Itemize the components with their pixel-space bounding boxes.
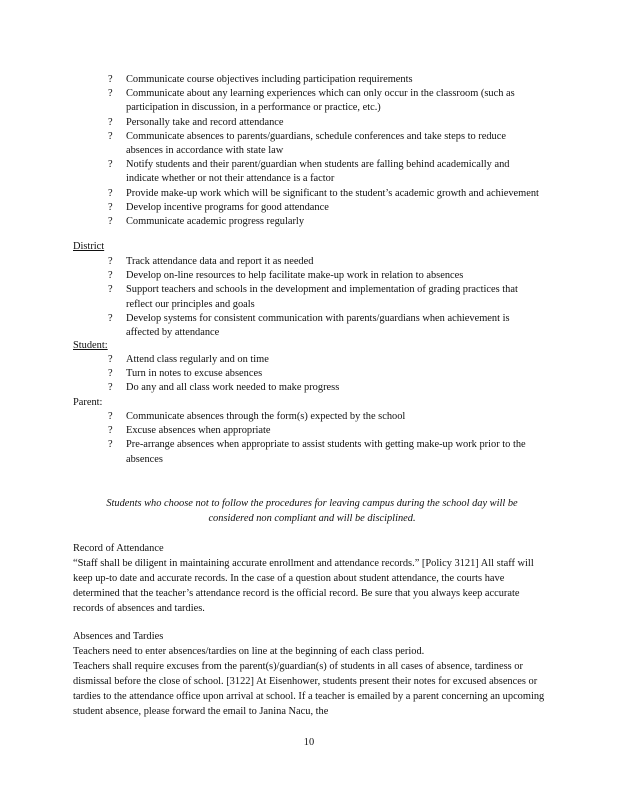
- list-item-text: Do any and all class work needed to make progress: [126, 382, 340, 394]
- absences-excuses-paragraph: Teachers shall require excuses from the parent(s)/guardian(s) of students in all cases of absence, tardiness or dismissal before the close of school. [3122] At Eisenhower, students present their notes for excused absences or tardies to the attendance office upon arrival at school. If a teacher is emailed by a parent concerning an upcoming student absence, please forward the email to Janina Nacu, the: [73, 661, 545, 717]
- bullet-glyph: ?: [108, 284, 113, 296]
- list-item-text: Communicate academic progress regularly: [126, 216, 305, 228]
- list-item: [0, 410, 618, 424]
- list-item-text: Pre-arrange absences when appropriate to assist students with getting make-up work prior to the absences: [126, 439, 526, 465]
- list-item-text: Develop systems for consistent communication with parents/guardians when achievement is affected by attendance: [126, 312, 510, 339]
- bullet-glyph: ?: [108, 116, 113, 128]
- bullet-glyph: ?: [108, 216, 113, 228]
- list-item-text: Communicate absences to parents/guardians, schedule conferences and take steps to reduce absences in accordance with state law: [126, 130, 506, 157]
- bullet-glyph: ?: [108, 411, 113, 422]
- list-item: [0, 424, 618, 438]
- list-item: [0, 353, 618, 367]
- list-item: [0, 158, 618, 186]
- list-item-text: Track attendance data and report it as needed: [126, 256, 314, 267]
- list-item-text: Develop on-line resources to help facilitate make-up work in relation to absences: [126, 270, 464, 282]
- list-item: [0, 381, 618, 395]
- list-item-text: Support teachers and schools in the development and implementation of grading practices that reflect our principles and goals: [126, 284, 518, 310]
- list-item: [0, 73, 618, 87]
- bullet-glyph: ?: [108, 130, 113, 142]
- list-item: [0, 255, 618, 269]
- teacher-responsibilities-list: [0, 73, 618, 229]
- parent-responsibilities-list: [0, 410, 618, 467]
- list-item: [0, 283, 618, 311]
- list-item: [0, 215, 618, 229]
- bullet-glyph: ?: [108, 270, 113, 282]
- list-item-text: Turn in notes to excuse absences: [126, 368, 263, 380]
- list-item-text: Communicate about any learning experiences which can only occur in the classroom (such as participation in discussion, in a performance or practice, etc.): [126, 88, 515, 114]
- list-item-text: Personally take and record attendance: [126, 116, 284, 128]
- list-item: [0, 201, 618, 215]
- list-item-text: Develop incentive programs for good attendance: [126, 201, 329, 213]
- list-item-text: Communicate course objectives including participation requirements: [126, 74, 413, 85]
- absences-and-tardies-title: Absences and Tardies: [73, 631, 164, 642]
- list-item: [0, 87, 618, 115]
- parent-heading: Parent:: [73, 397, 103, 408]
- bullet-glyph: ?: [108, 88, 113, 100]
- bullet-glyph: ?: [108, 382, 113, 394]
- list-item: [0, 367, 618, 381]
- list-item: [0, 438, 618, 466]
- list-item: [0, 312, 618, 340]
- list-item-text: Excuse absences when appropriate: [126, 425, 271, 437]
- record-of-attendance-title: Record of Attendance: [73, 543, 164, 554]
- list-item: [0, 116, 618, 130]
- bullet-glyph: ?: [108, 425, 113, 437]
- record-of-attendance-paragraph: “Staff shall be diligent in maintaining accurate enrollment and attendance records.” [Policy 3121] All staff will keep up-to date and accurate records. In the case of a question about student attendance, the courts have determined that the teacher’s attendance record is the official record. Be sure that you always keep accurate records of absences and tardies.: [73, 558, 534, 614]
- bullet-glyph: ?: [108, 439, 113, 451]
- list-item-text: Attend class regularly and on time: [126, 354, 269, 365]
- student-heading: Student:: [73, 340, 108, 351]
- bullet-glyph: ?: [108, 201, 113, 213]
- student-responsibilities-list: [0, 353, 618, 396]
- list-item-text: Communicate absences through the form(s) expected by the school: [126, 411, 406, 422]
- campus-leave-notice: Students who choose not to follow the procedures for leaving campus during the school day will be considered non compliant and will be disciplined.: [106, 498, 518, 524]
- district-heading: District: [73, 241, 105, 252]
- bullet-glyph: ?: [108, 187, 113, 199]
- list-item-text: Provide make-up work which will be significant to the student’s academic growth and achievement: [126, 187, 539, 199]
- bullet-glyph: ?: [108, 312, 113, 324]
- bullet-glyph: ?: [108, 354, 113, 365]
- list-item: [0, 130, 618, 158]
- list-item-text: Notify students and their parent/guardian when students are falling behind academically and indicate whether or not their attendance is a factor: [126, 159, 510, 185]
- list-item: [0, 269, 618, 283]
- bullet-glyph: ?: [108, 74, 113, 85]
- bullet-glyph: ?: [108, 256, 113, 267]
- bullet-glyph: ?: [108, 159, 113, 171]
- bullet-glyph: ?: [108, 368, 113, 380]
- district-responsibilities-list: [0, 255, 618, 340]
- list-item: [0, 187, 618, 201]
- page-number: 10: [303, 737, 315, 748]
- absences-online-line: Teachers need to enter absences/tardies on line at the beginning of each class period.: [73, 646, 425, 657]
